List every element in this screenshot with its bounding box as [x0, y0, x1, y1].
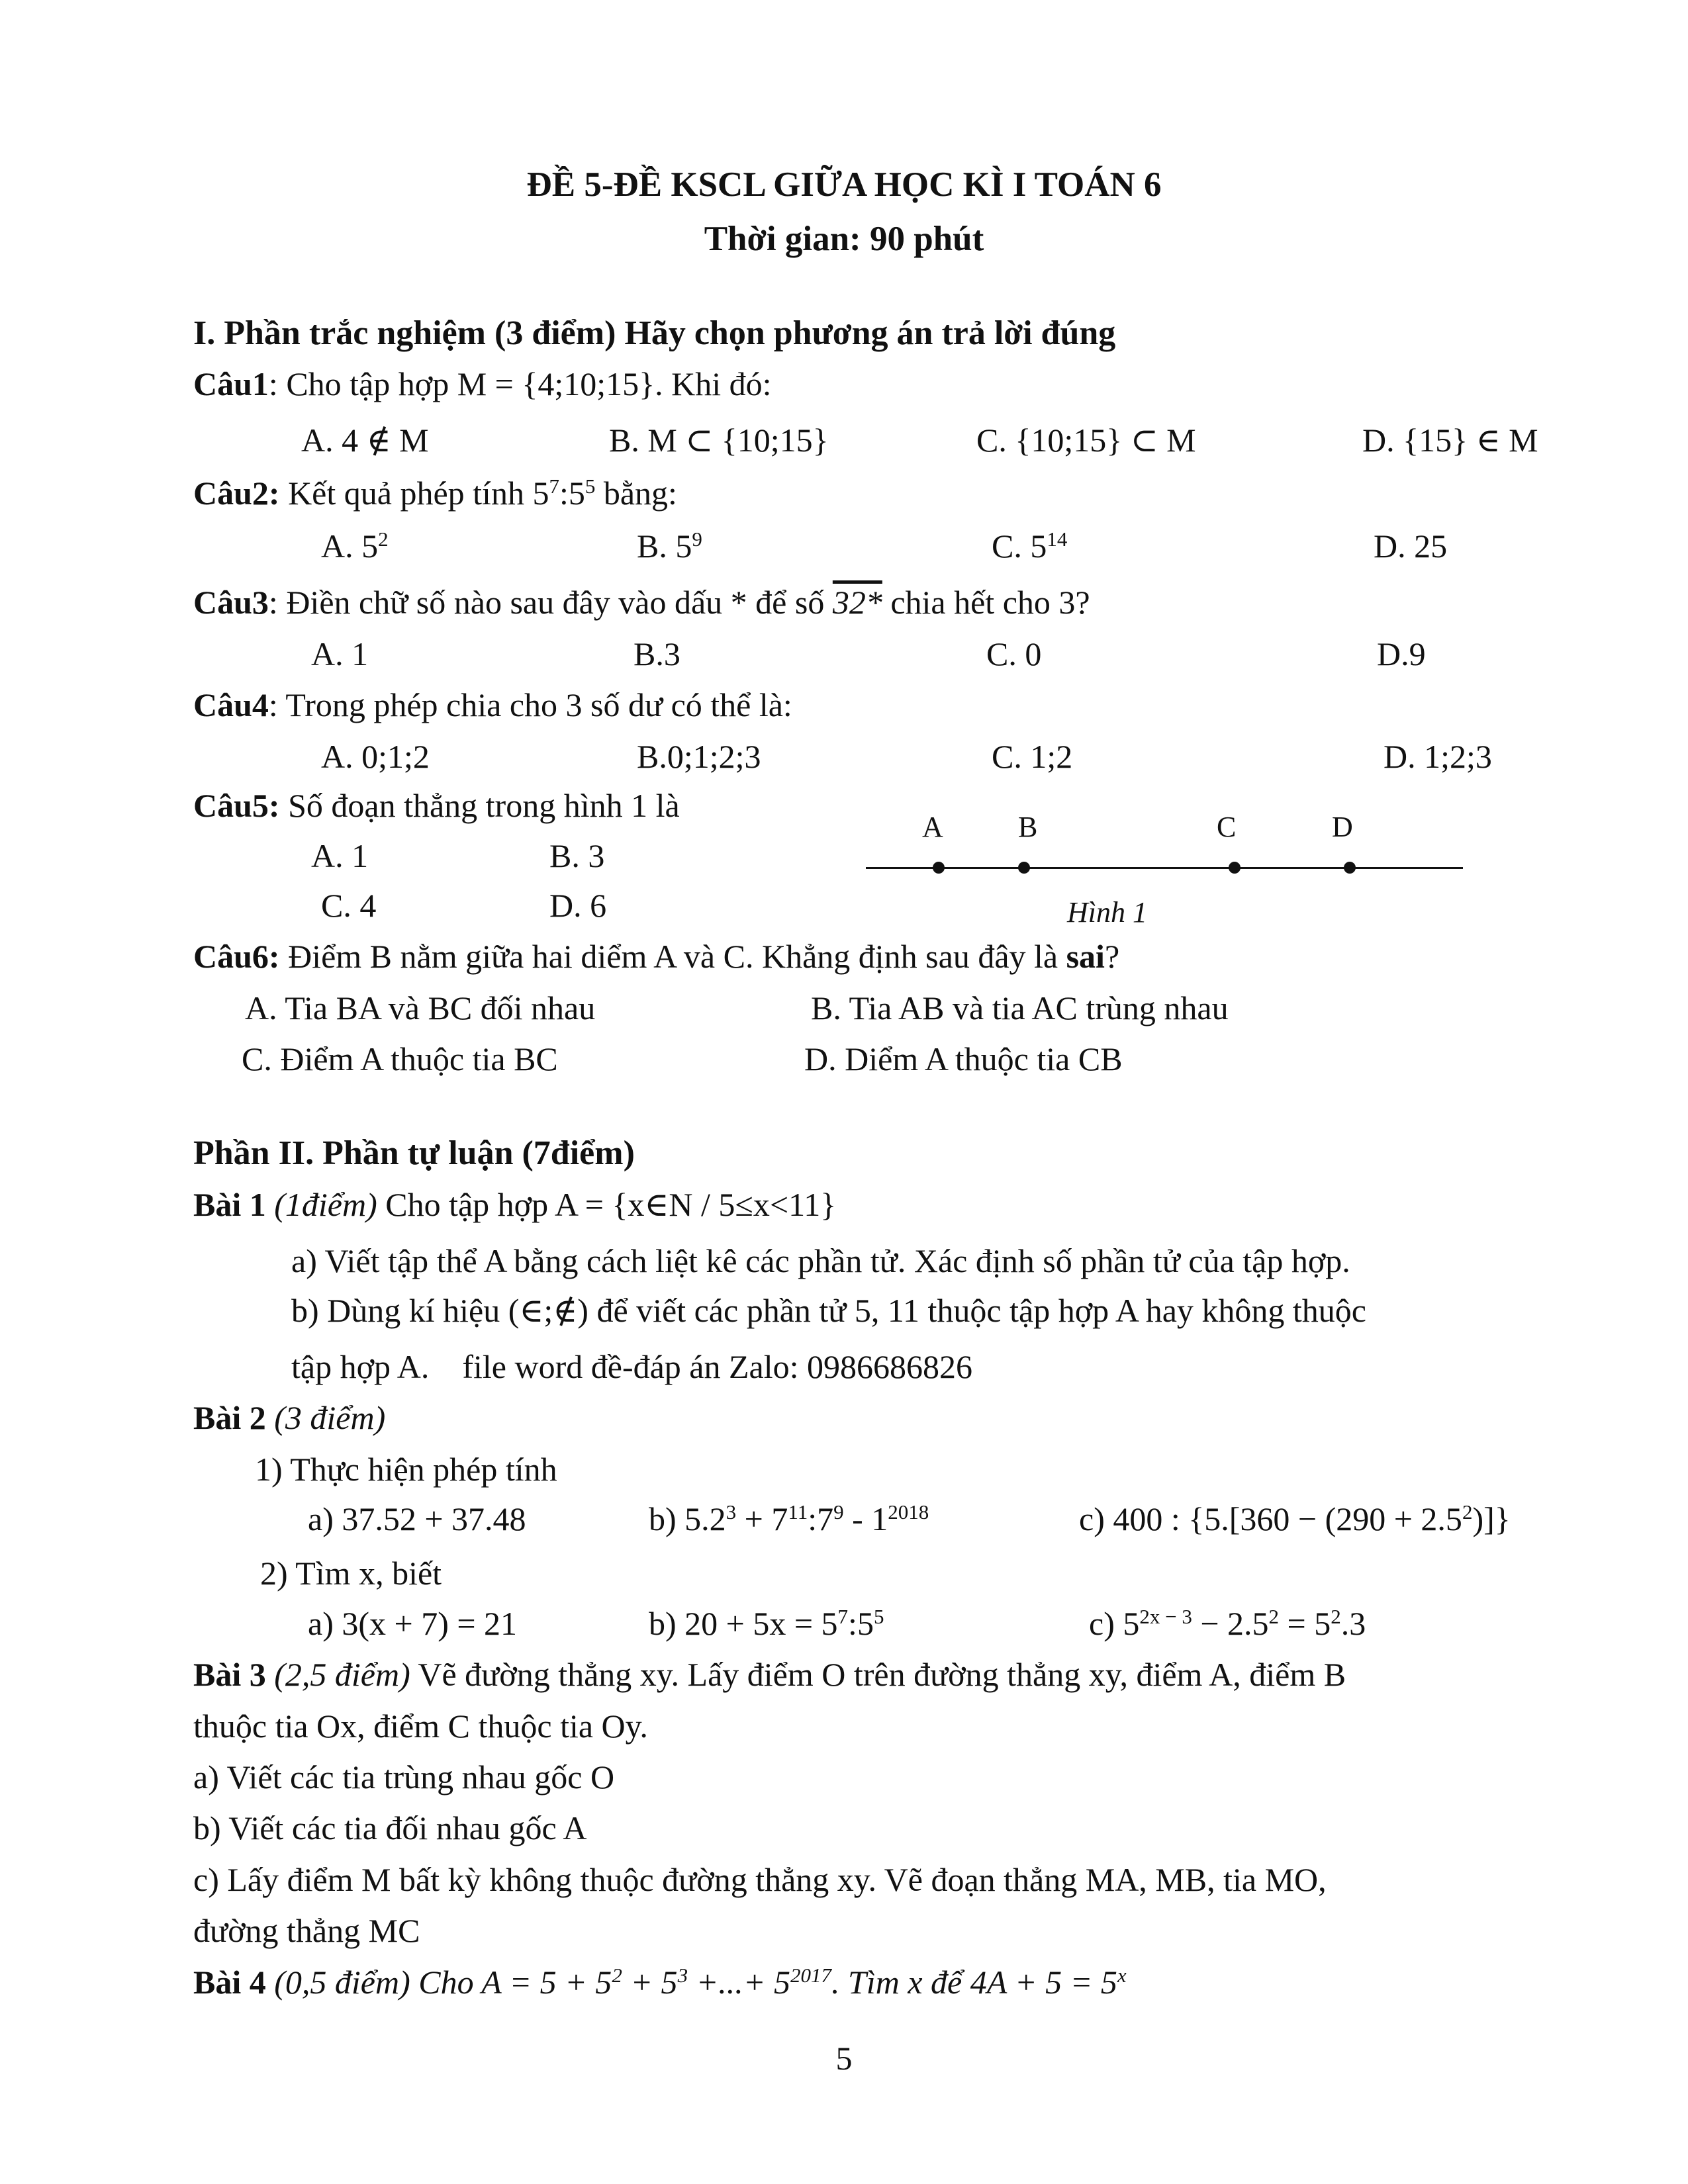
q1-option-c: C. {10;15} ⊂ M [976, 422, 1196, 459]
point-d [1344, 862, 1356, 874]
point-label-d: D [1332, 811, 1353, 843]
bai-2-2a: a) 3(x + 7) = 21 [308, 1605, 518, 1642]
question-5 [193, 789, 680, 822]
point-label-b: B [1018, 811, 1038, 843]
q6-option-c: C. Điểm A thuộc tia BC [242, 1040, 558, 1077]
bai-2-2c: c) $5^{2x - 3} - 2.5^2 = 5^2.3$ [1089, 1604, 1366, 1642]
point-label-a: A [922, 811, 943, 843]
q2-option-c: C. $5^{14}$ [992, 527, 1068, 565]
question-text: Điểm B nằm giữa hai diểm A và C. Khẳng định sau đây là [279, 938, 1066, 975]
q1-option-d: D. {15} ∈ M [1362, 422, 1538, 459]
point-label-c: C [1217, 811, 1237, 843]
question-label: Câu6: [193, 938, 280, 975]
question-text: chia hết cho 3? [882, 584, 1090, 621]
question-6 [193, 940, 1119, 973]
exponent: 5 [585, 474, 596, 498]
q6-option-d: D. Diểm A thuộc tia CB [804, 1040, 1123, 1077]
question-text: :5 [559, 475, 585, 512]
q4-option-c: C. 1;2 [992, 738, 1073, 775]
line-segment [866, 867, 1463, 869]
exam-time: Thời gian: 90 phút [704, 220, 984, 258]
bai-2: Bài 2 (3 điểm) [193, 1399, 386, 1436]
q2-option-a: A. $5^2$ [321, 527, 389, 565]
q5-option-a: A. 1 [311, 837, 369, 874]
question-text: bằng: [595, 475, 677, 512]
question-label: Câu4 [193, 686, 269, 723]
q6-option-a: A. Tia BA và BC đối nhau [245, 989, 596, 1026]
page-number: 5 [835, 2040, 853, 2077]
question-label: Câu3 [193, 584, 269, 621]
q4-option-b: B.0;1;2;3 [637, 738, 761, 775]
bai-2-sub1: 1) Thực hiện phép tính [255, 1451, 557, 1488]
bai-2-2b: b) $20 + 5x = 5^7:5^5$ [649, 1604, 884, 1642]
q5-option-c: C. 4 [321, 887, 377, 924]
question-text: Số đoạn thẳng trong hình 1 là [279, 787, 680, 824]
bai-3-c: c) Lấy điểm M bất kỳ không thuộc đường thẳng xy. Vẽ đoạn thẳng MA, MB, tia MO, [193, 1861, 1327, 1898]
q1-option-b: B. M ⊂ {10;15} [609, 422, 829, 459]
bai-2-1b: b) $5.2^3$ + $7^{11}:7^9 - 1^{2018}$ [649, 1500, 929, 1537]
question-label: Câu5: [193, 787, 280, 824]
exponent: 7 [549, 474, 559, 498]
overlined-number: 32* [832, 584, 882, 621]
bai-2-sub2: 2) Tìm x, biết [260, 1555, 442, 1592]
bai-1-b-cont: tập hợp A. file word đề-đáp án Zalo: 0986686826 [291, 1348, 973, 1385]
bai-2-1c: c) 400 : $\{5.[360 - (290 + 2.5^2)]\}$ [1079, 1500, 1511, 1537]
part1-heading: I. Phần trắc nghiệm (3 điểm) Hãy chọn phương án trả lời đúng [193, 314, 1116, 352]
q4-option-d: D. 1;2;3 [1383, 738, 1492, 775]
bai-3: Bài 3 (2,5 điểm) Vẽ đường thẳng xy. Lấy điểm O trên đường thẳng xy, điểm A, điểm B [193, 1656, 1346, 1693]
q3-option-d: D.9 [1377, 635, 1426, 672]
bai-4: Bài 4 (0,5 điểm) Cho $A = 5 + 5^2 + 5^3$ +...+ $5^{2017}$. Tìm x để $4A + 5 = 5^x$ [193, 1963, 1127, 2001]
page-title: ĐỀ 5-ĐỀ KSCL GIỮA HỌC KÌ I TOÁN 6 [526, 165, 1162, 204]
question-text: ? [1104, 938, 1120, 975]
bai-1-b: b) Dùng kí hiệu (∈;∉) để viết các phần tử 5, 11 thuộc tập hợp A hay không thuộc [291, 1292, 1366, 1329]
q1-option-a: A. 4 ∉ M [301, 422, 429, 459]
q3-option-c: C. 0 [986, 635, 1042, 672]
question-4 [193, 688, 792, 721]
q5-option-d: D. 6 [549, 887, 607, 924]
bai-3-b: b) Viết các tia đối nhau gốc A [193, 1809, 587, 1846]
zalo-note: file word đề-đáp án Zalo: 0986686826 [462, 1348, 973, 1385]
emphasis-word: sai [1066, 938, 1105, 975]
question-text: : Trong phép chia cho 3 số dư có thể là: [268, 686, 792, 723]
bai-3-a: a) Viết các tia trùng nhau gốc O [193, 1758, 615, 1796]
bai-3-c-cont: đường thẳng MC [193, 1912, 420, 1949]
bai-1: Bài 1 (1điểm) Cho tập hợp A = {x∈N / 5≤x<11} [193, 1186, 837, 1223]
point-a [933, 862, 945, 874]
q6-option-b: B. Tia AB và tia AC trùng nhau [811, 989, 1229, 1026]
question-label: Câu2: [193, 475, 280, 512]
question-3 [193, 586, 1090, 619]
question-text: Kết quả phép tính 5 [279, 475, 549, 512]
question-1 [193, 367, 772, 400]
point-c [1229, 862, 1241, 874]
question-text: : Cho tập hợp M = {4;10;15}. Khi đó: [268, 365, 772, 402]
question-text: : Điền chữ số nào sau đây vào dấu * để số [268, 584, 833, 621]
q3-option-a: A. 1 [311, 635, 369, 672]
point-b [1018, 862, 1030, 874]
q2-option-b: B. $5^9$ [637, 527, 702, 565]
q4-option-a: A. 0;1;2 [321, 738, 430, 775]
question-label: Câu1 [193, 365, 269, 402]
q5-option-b: B. 3 [549, 837, 605, 874]
bai-1-a: a) Viết tập thể A bằng cách liệt kê các phần tử. Xác định số phần tử của tập hợp. [291, 1242, 1350, 1279]
bai-3-cont: thuộc tia Ox, điểm C thuộc tia Oy. [193, 1707, 648, 1745]
question-2 [193, 474, 677, 512]
q3-option-b: B.3 [633, 635, 680, 672]
q2-option-d: D. 25 [1374, 527, 1448, 565]
bai-2-1a: a) 37.52 + 37.48 [308, 1500, 526, 1537]
figure-caption: Hình 1 [1067, 896, 1147, 929]
part2-heading: Phần II. Phần tự luận (7điểm) [193, 1134, 635, 1172]
